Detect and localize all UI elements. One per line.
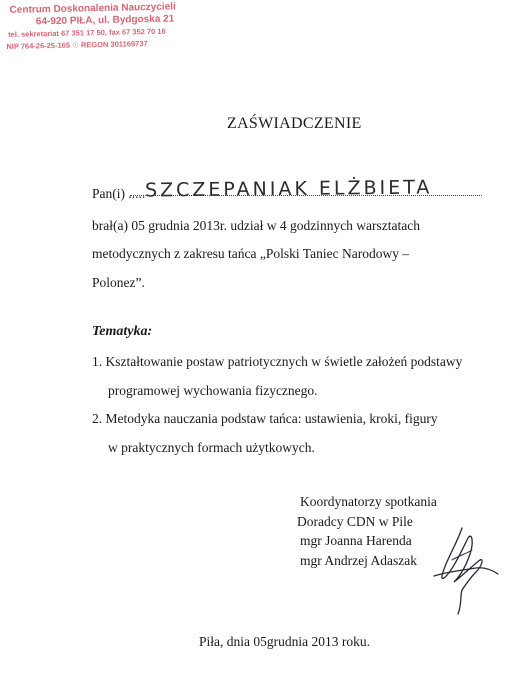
coordinator-name-2: mgr Andrzej Adaszak [300, 552, 417, 568]
topic-item-1: 1. Kształtowanie postaw patriotycznych w świetle założeń podstawy [92, 354, 463, 369]
handwritten-recipient-name: SZCZEPANIAK ELŻBIETA [144, 176, 433, 202]
topic-item-2: 2. Metodyka nauczania podstaw tańca: ustawienia, kroki, figury [92, 411, 438, 426]
topic-item-2-continuation: w praktycznych formach użytkowych. [108, 440, 315, 455]
coordinators-affiliation: Doradcy CDN w Pile [297, 513, 413, 529]
recipient-label: Pan(i) ..... [92, 186, 146, 201]
topics-heading: Tematyka: [92, 324, 153, 339]
place-and-date: Piła, dnia 05grudnia 2013 roku. [199, 634, 370, 649]
body-text-line-3: Polonez”. [92, 275, 145, 290]
stamp-address: 64-920 PIŁA, ul. Bydgoska 21 [35, 13, 175, 28]
stamp-nip-regon: NIP 764-26-25-165 ☉ REGON 301169737 [6, 39, 148, 52]
coordinator-name-1: mgr Joanna Harenda [300, 533, 412, 548]
topic-item-1-continuation: programowej wychowania fizycznego. [108, 383, 318, 398]
body-text-line-1: brał(a) 05 grudnia 2013r. udział w 4 godzinnych warsztatach [92, 218, 421, 233]
coordinators-heading: Koordynatorzy spotkania [300, 494, 437, 509]
handwritten-signature [432, 520, 502, 620]
stamp-phone-fax: tel. sekretariat 67 351 17 50, fax 67 352 70 16 [8, 26, 166, 39]
body-text-line-2: metodycznych z zakresu tańca „Polski Taniec Narodowy – [92, 246, 410, 261]
stamp-institution-name: Centrum Doskonalenia Nauczycieli [9, 1, 176, 16]
document-title: ZAŚWIADCZENIE [227, 115, 362, 132]
coordinators-block [297, 492, 437, 570]
institution-stamp [4, 1, 201, 53]
